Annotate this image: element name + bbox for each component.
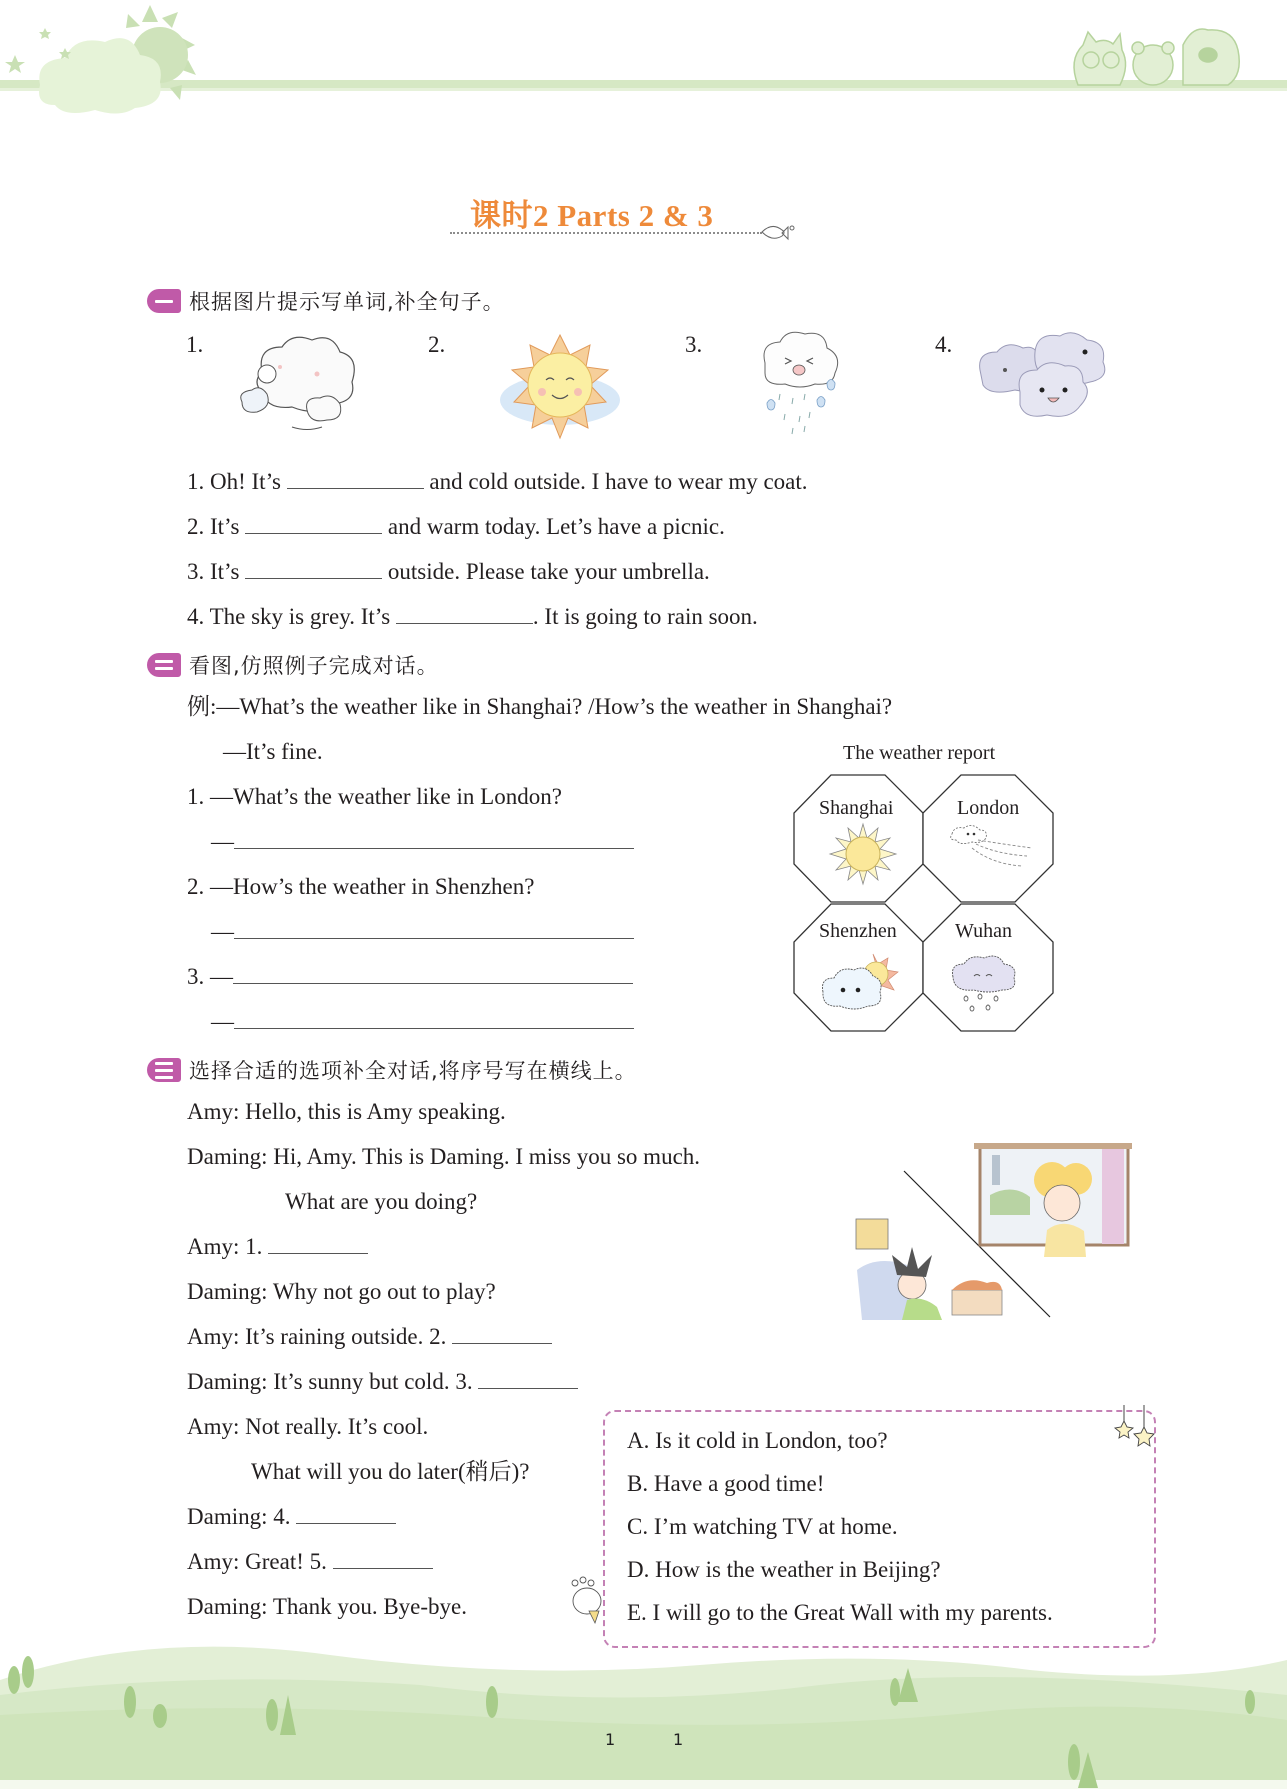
page-title: 课时2 Parts 2 & 3 [470, 198, 714, 233]
option-d: D. How is the weather in Beijing? [627, 1557, 941, 1582]
rainy-cloud-icon [755, 328, 845, 443]
section-1-instruction: 根据图片提示写单词,补全句子。 [189, 290, 505, 314]
dialogue-line: Daming: Hi, Amy. This is Daming. I miss you so much. [187, 1144, 701, 1169]
dialogue-blank-2[interactable] [452, 1326, 552, 1344]
answer-blank-3[interactable] [245, 561, 382, 579]
city-label-shanghai: Shanghai [819, 797, 894, 819]
section-3-instruction: 选择合适的选项补全对话,将序号写在横线上。 [189, 1059, 637, 1083]
answer-blank-1[interactable] [287, 471, 424, 489]
dialogue-blank-1[interactable] [268, 1236, 368, 1254]
dialogue-line: Daming: It’s sunny but cold. 3. [187, 1370, 578, 1393]
options-box [603, 1410, 1156, 1648]
phone-call-illustration-icon [852, 1135, 1132, 1320]
sentence-1: 1. Oh! It’s and cold outside. I have to wear my coat. [187, 469, 808, 494]
answer-line-3: — [211, 1010, 634, 1033]
animal-mascots-decoration-icon [1058, 20, 1258, 92]
answer-blank[interactable] [234, 921, 634, 939]
question-3: 3. — [187, 965, 633, 988]
dialogue-blank-4[interactable] [296, 1506, 396, 1524]
answer-blank[interactable] [234, 1011, 634, 1029]
sun-icon [828, 822, 898, 887]
wind-icon [942, 822, 1042, 872]
answer-blank-2[interactable] [245, 516, 382, 534]
option-a: A. Is it cold in London, too? [627, 1428, 888, 1453]
giraffe-doodle-icon [567, 1575, 607, 1625]
hills-footer-decoration-icon [0, 1640, 1287, 1789]
picture-number: 1. [186, 332, 204, 357]
fish-doodle-icon [760, 220, 796, 244]
section-1-header [147, 286, 505, 316]
picture-number: 3. [685, 332, 703, 357]
section-3-header [147, 1055, 637, 1085]
city-label-shenzhen: Shenzhen [819, 920, 897, 942]
dialogue-line: Amy: Hello, this is Amy speaking. [187, 1099, 506, 1124]
question-2: 2. —How’s the weather in Shenzhen? [187, 874, 535, 899]
hanging-stars-icon [1110, 1405, 1160, 1450]
question-blank[interactable] [233, 966, 633, 984]
dialogue-line: Amy: Not really. It’s cool. [187, 1414, 429, 1439]
dialogue-line: Amy: It’s raining outside. 2. [187, 1325, 552, 1348]
sentence-4: 4. The sky is grey. It’s . It is going to rain soon. [187, 604, 758, 629]
picture-number: 4. [935, 332, 953, 357]
weather-report-title: The weather report [843, 742, 996, 764]
city-label-wuhan: Wuhan [955, 920, 1012, 942]
section-2-header [147, 650, 439, 680]
dialogue-line: What are you doing? [285, 1189, 478, 1214]
option-e: E. I will go to the Great Wall with my parents. [627, 1600, 1053, 1625]
cloud-sun-icon [818, 952, 903, 1012]
answer-line-2: — [211, 920, 634, 943]
page-number-left: 1 [605, 1730, 616, 1749]
answer-blank[interactable] [234, 831, 634, 849]
sentence-3: 3. It’s outside. Please take your umbrella. [187, 559, 710, 584]
sunny-sun-icon [498, 330, 623, 440]
cloudy-clouds-icon [975, 330, 1115, 425]
sentence-2: 2. It’s and warm today. Let’s have a picnic. [187, 514, 725, 539]
city-label-london: London [957, 797, 1020, 819]
dialogue-line: Amy: 1. [187, 1235, 368, 1258]
dialogue-line: Amy: Great! 5. [187, 1550, 433, 1573]
example-answer: —It’s fine. [223, 739, 323, 764]
answer-blank-4[interactable] [396, 606, 533, 624]
option-b: B. Have a good time! [627, 1471, 825, 1496]
section-2-badge [147, 653, 181, 677]
cloud-sun-decoration-icon [0, 0, 220, 120]
dialogue-line: Daming: Why not go out to play? [187, 1279, 496, 1304]
section-1-badge [147, 289, 181, 313]
dialogue-line: Daming: Thank you. Bye-bye. [187, 1594, 467, 1619]
question-1: 1. —What’s the weather like in London? [187, 784, 562, 809]
dialogue-line: Daming: 4. [187, 1505, 396, 1528]
picture-number: 2. [428, 332, 446, 357]
page-number-right: 1 [673, 1730, 684, 1749]
dialogue-blank-5[interactable] [333, 1551, 433, 1569]
section-2-instruction: 看图,仿照例子完成对话。 [189, 654, 439, 678]
dialogue-blank-3[interactable] [478, 1371, 578, 1389]
dialogue-line: What will you do later(稍后)? [251, 1459, 530, 1484]
windy-cloud-icon [232, 332, 372, 442]
option-c: C. I’m watching TV at home. [627, 1514, 898, 1539]
answer-line-1: — [211, 830, 634, 853]
section-3-badge [147, 1058, 181, 1082]
title-dotted-underline [450, 232, 762, 234]
example-question: 例:—What’s the weather like in Shanghai? /How’s the weather in Shanghai? [187, 694, 893, 719]
rain-cloud-icon [948, 952, 1033, 1012]
